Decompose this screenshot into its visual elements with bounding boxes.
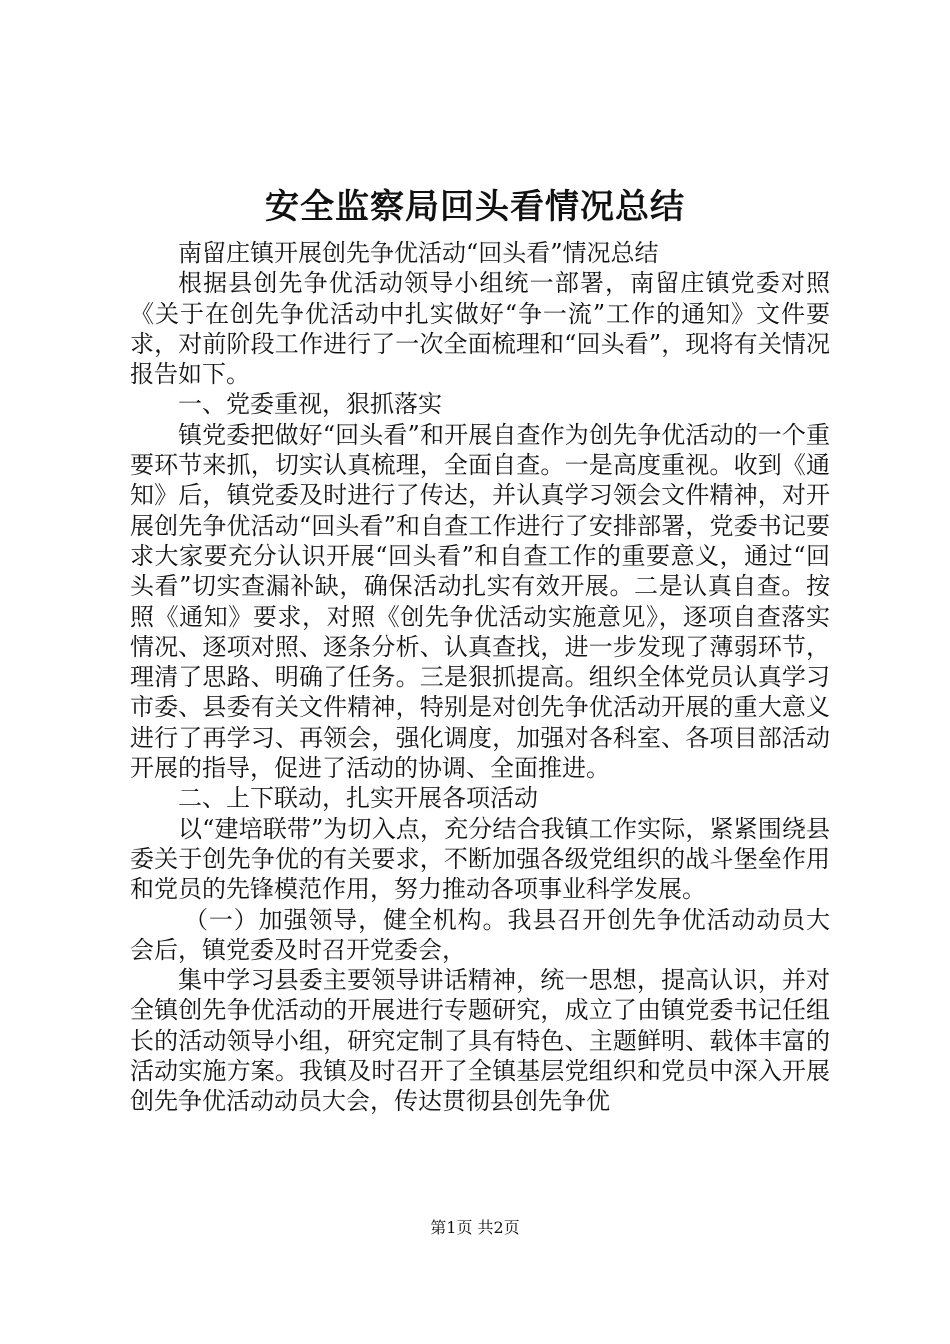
section-heading-1: 一、党委重视，狠抓落实 [178, 390, 442, 419]
intro-paragraph: 根据县创先争优活动领导小组统一部署，南留庄镇党委对照《关于在创先争优活动中扎实做好“争一流”工作的通知》文件要求，对前阶段工作进行了一次全面梳理和“回头看”，现将有关情况报告如下。 [130, 269, 830, 389]
document-body [130, 238, 830, 1117]
subsection-1-paragraph: （一）加强领导，健全机构。我县召开创先争优活动动员大会后，镇党委及时召开党委会， [130, 905, 830, 964]
section-1-paragraph: 镇党委把做好“回头看”和开展自查作为创先争优活动的一个重要环节来抓，切实认真梳理，全面自查。一是高度重视。收到《通知》后，镇党委及时进行了传达，并认真学习领会文件精神，对开展创先争优活动“回头看”和自查工作进行了安排部署，党委书记要求大家要充分认识开展“回头看”和自查工作的重要意义，通过“回头看”切实查漏补缺，确保活动扎实有效开展。二是认真自查。按照《通知》要求，对照《创先争优活动实施意见》，逐项自查落实情况、逐项对照、逐条分析、认真查找，进一步发现了薄弱环节，理清了思路、明确了任务。三是狠抓提高。组织全体党员认真学习市委、县委有关文件精神，特别是对创先争优活动开展的重大意义进行了再学习、再领会，强化调度，加强对各科室、各项目部活动开展的指导，促进了活动的协调、全面推进。 [130, 420, 830, 783]
section-2-paragraph: 以“建培联带”为切入点，充分结合我镇工作实际，紧紧围绕县委关于创先争优的有关要求，不断加强各级党组织的战斗堡垒作用和党员的先锋模范作用，努力推动各项事业科学发展。 [130, 814, 830, 904]
subsection-1-continuation: 集中学习县委主要领导讲话精神，统一思想，提高认识，并对全镇创先争优活动的开展进行专题研究，成立了由镇党委书记任组长的活动领导小组，研究定制了具有特色、主题鲜明、载体丰富的活动实施方案。我镇及时召开了全镇基层党组织和党员中深入开展创先争优活动动员大会，传达贯彻县创先争优 [130, 966, 830, 1116]
document-title: 安全监察局回头看情况总结 [265, 187, 685, 227]
section-heading-2: 二、上下联动，扎实开展各项活动 [178, 784, 538, 813]
subtitle-paragraph: 南留庄镇开展创先争优活动“回头看”情况总结 [178, 239, 659, 267]
page-number-footer: 第1页 共2页 [430, 1218, 520, 1237]
